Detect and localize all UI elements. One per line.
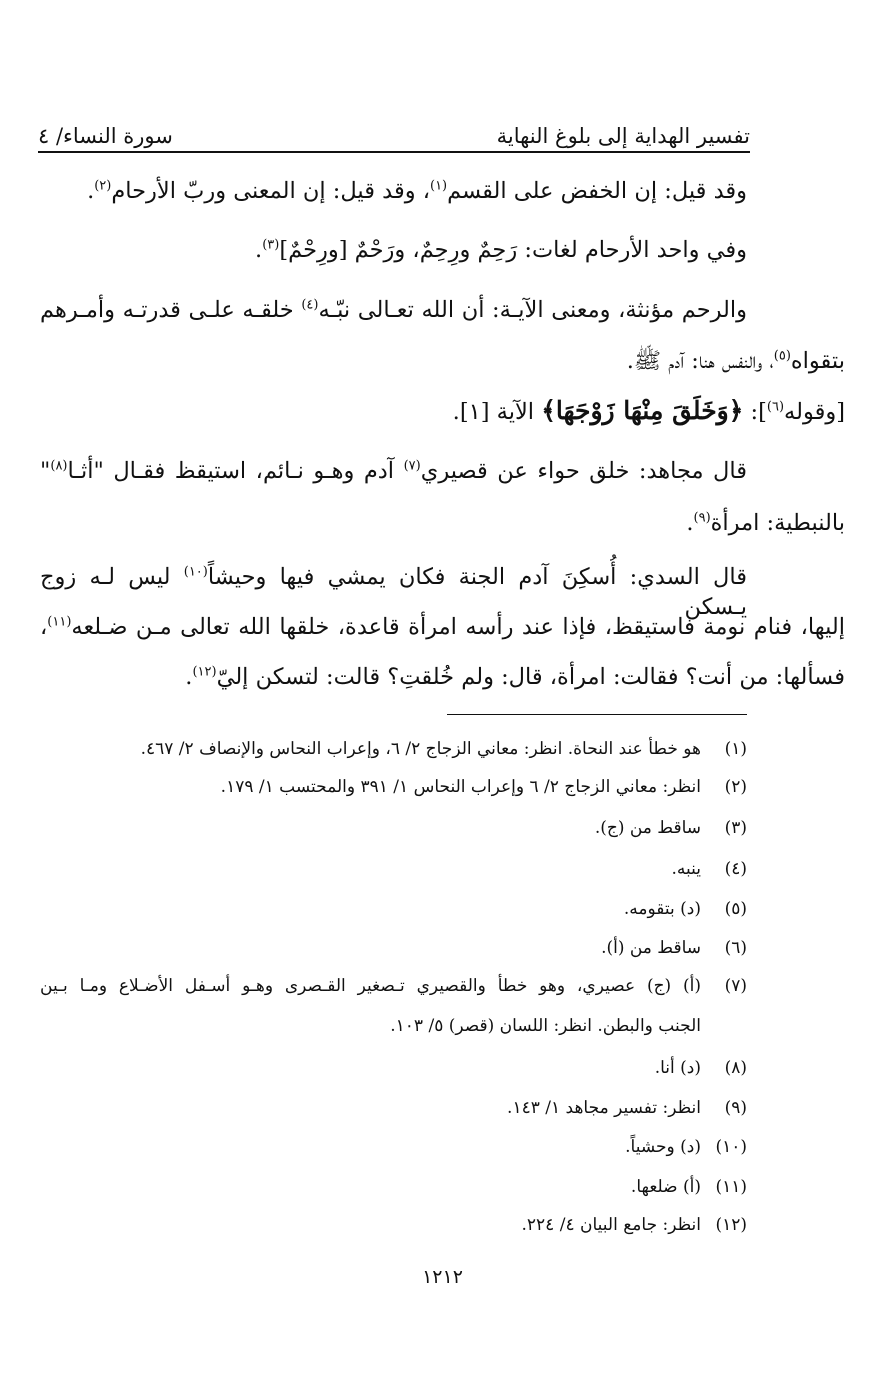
text-line: قال السدي: أُسكِنَ آدم الجنة فكان يمشي فيها وحيشاً$^{(١٠)}$ ليس لـه زوج يـسكن [40,564,747,620]
footnote-number: (١) [724,739,747,759]
footnote-number: (٢) [724,777,747,797]
text-line: وقد قيل: إن الخفض على القسم$^{(١)}$، وقد قيل: إن المعنى وربّ الأرحام$^{(٢)}$. [87,178,747,204]
footnote-text: (د) بتقومه. [623,899,701,919]
footnote [141,736,747,762]
text-line: والرحم مؤنثة، ومعنى الآيـة: أن الله تعـالى نبّـه$^{(٤)}$ خلقـه علـى قدرتـه وأمـرهم [40,297,748,323]
footnote-ref: (٦) [766,399,785,415]
footnote-ref: (٧) [403,458,421,474]
header-rule [38,151,750,153]
text-line: وفي واحد الأرحام لغات: رَحِمٌ ورِحِمٌ، ورَحْمٌ [ورِحْمٌ]$^{(٣)}$. [255,237,747,263]
text-line: قال مجاهد: خلق حواء عن قصيري$^{(٧)}$ آدم وهـو نـائم، استيقظ فقـال "أثـا$^{(٨)}$" [40,458,748,484]
footnote-ref: (١٢) [192,664,217,680]
footnote-separator [447,714,747,715]
footnote [655,1055,747,1081]
footnote-ref: (٢) [94,178,112,194]
footnote [40,973,747,999]
footnote-continuation: الجنب والبطن. انظر: اللسان (قصر) ٥/ ١٠٣. [390,1016,701,1036]
footnote [631,1174,747,1200]
quran-verse: ﴿وَخَلَقَ مِنْهَا زَوْجَهَا﴾ [541,396,744,425]
footnote-ref: (٥) [773,348,791,364]
book-title: تفسير الهداية إلى بلوغ النهاية [496,124,750,148]
footnote-text: ساقط من (أ). [601,938,701,958]
footnote-text: انظر: تفسير مجاهد ١/ ١٤٣. [507,1098,701,1118]
footnote-number: (٨) [724,1058,747,1078]
footnote-text: (أ) ضلعها. [630,1177,701,1197]
footnote [507,1095,747,1121]
footnote-number: (٤) [724,859,747,879]
footnote [522,1212,747,1238]
text-line: فسألها: من أنت؟ فقالت: امرأة، قال: ولم خُلقتِ؟ قالت: لتسكن إليّ$^{(١٢)}$. [185,664,845,690]
footnote-text: ينبه. [671,859,701,879]
footnote-ref: (٣) [262,237,280,253]
footnote [671,856,747,882]
page-number: ١٢١٢ [422,1266,463,1288]
text-line: بالنبطية: امرأة$^{(٩)}$. [686,510,845,536]
text-line: [وقوله$^{(٦)}$]: ﴿وَخَلَقَ مِنْهَا زَوْجَهَا﴾ الآية [١]. [452,396,845,425]
footnote [595,815,747,841]
footnote [625,1134,747,1160]
footnote-ref: (٩) [693,510,711,526]
footnote-number: (٩) [724,1098,747,1118]
footnote-number: (١١) [715,1177,747,1197]
text-line: بتقواه$^{(٥)}$، والنفس هنا: آدم ﷺ. [626,348,845,374]
footnote-number: (٧) [724,976,747,996]
footnote-ref: (١١) [47,614,72,630]
footnote-number: (١٠) [715,1137,747,1157]
footnote-text: (د) وحشياً. [625,1137,701,1157]
footnote [624,896,747,922]
footnote-number: (٦) [724,938,747,958]
footnote-text: هو خطأ عند النحاة. انظر: معاني الزجاج ٢/ ٦، وإعراب النحاس والإنصاف ٢/ ٤٦٧. [140,739,701,759]
footnote-number: (١٢) [715,1215,747,1235]
text-line: إليها، فنام نومة فاستيقظ، فإذا عند رأسه امرأة قاعدة، خلقها الله تعالى مـن ضـلعه$^{(١١)}$، [40,614,845,640]
footnote-ref: (١) [429,178,448,194]
footnote-text: (أ) (ج) عصيري، وهو خطأ والقصيري تـصغير القـصرى وهـو أسـفل الأضـلاع ومـا بـين [40,976,701,996]
footnote-text: ساقط من (ج). [594,818,701,838]
footnote-ref: (٤) [301,297,319,313]
footnote-text: انظر: معاني الزجاج ٢/ ٦ وإعراب النحاس ١/ ٣٩١ والمحتسب ١/ ١٧٩. [220,777,701,797]
running-header [38,108,750,148]
surah-label: سورة النساء/ ٤ [38,124,173,148]
footnote-number: (٣) [724,818,747,838]
footnote-text: (د) أنا. [654,1058,701,1078]
footnote-ref: (١٠) [183,564,208,580]
footnote [601,935,747,961]
footnote [221,774,747,800]
footnote-ref: (٨) [50,458,68,474]
footnote-number: (٥) [724,899,747,919]
footnote-text: انظر: جامع البيان ٤/ ٢٢٤. [521,1215,701,1235]
